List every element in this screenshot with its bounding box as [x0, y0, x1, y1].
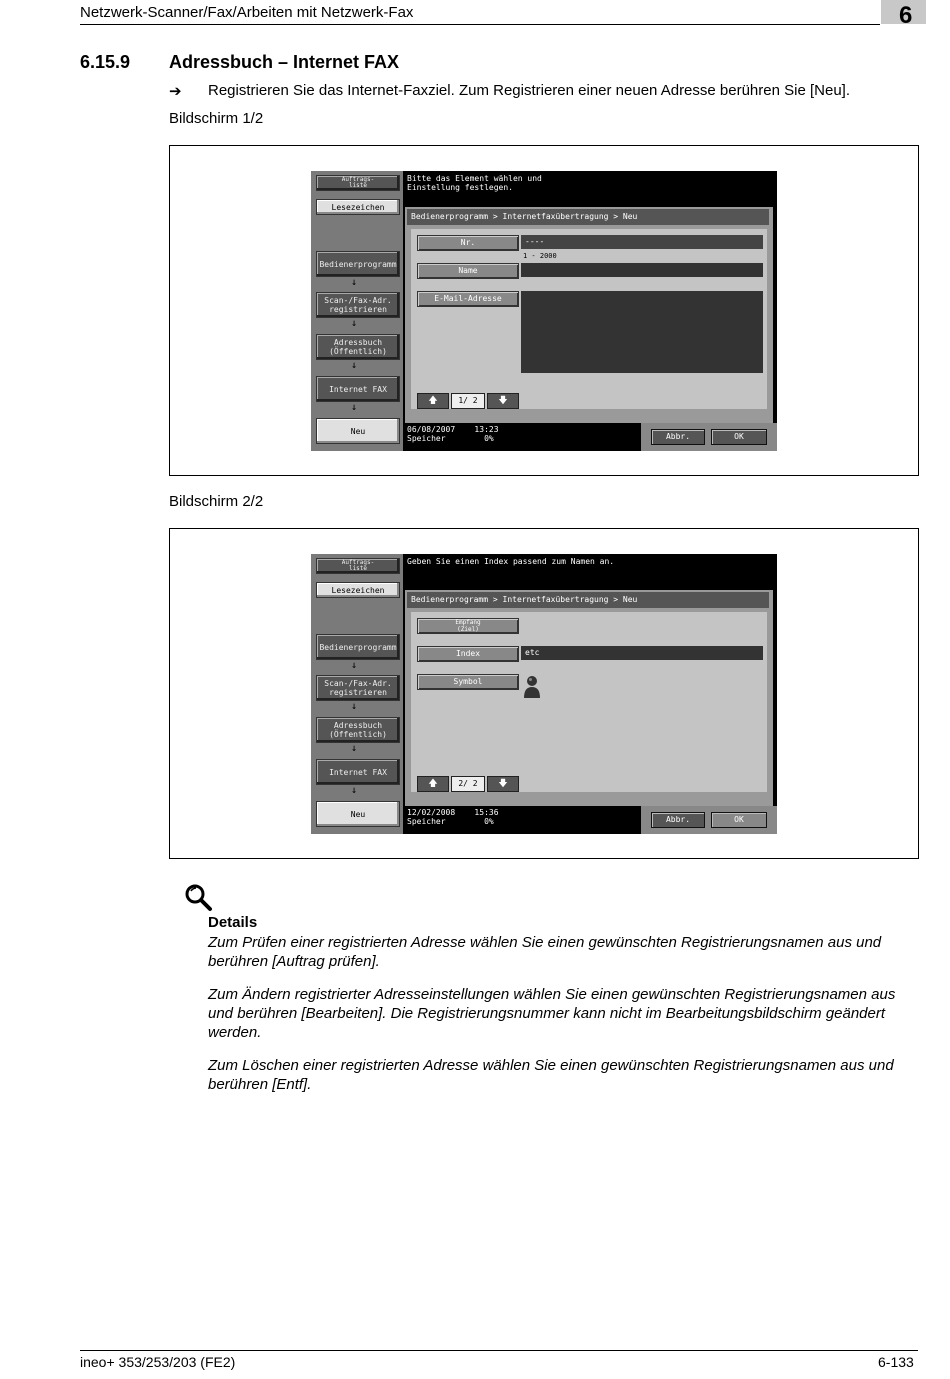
job-list-button[interactable]: Auftrags- liste [316, 558, 400, 574]
destination-button[interactable]: Empfang (Ziel) [417, 618, 519, 634]
down-arrow-icon: ↓ [351, 402, 358, 413]
scan-fax-register-button[interactable]: Scan-/Fax-Adr. registrieren [316, 292, 400, 318]
new-button[interactable]: Neu [316, 418, 400, 444]
page-down-icon[interactable]: 🡇 [487, 776, 519, 792]
page-up-icon[interactable]: 🡅 [417, 776, 449, 792]
form-area [411, 612, 767, 792]
header-rule [80, 24, 880, 25]
footer-model: ineo+ 353/253/203 (FE2) [80, 1354, 236, 1370]
footer-rule [80, 1350, 918, 1351]
screen-message: Bitte das Element wählen und Einstellung festlegen. [407, 174, 542, 192]
name-value [521, 263, 763, 277]
cancel-button[interactable]: Abbr. [651, 429, 705, 445]
details-paragraph-1: Zum Prüfen einer registrierten Adresse wählen Sie einen gewünschten Registrierungsnamen aus und berühren [Auftrag prüfen]. [208, 934, 882, 970]
down-arrow-icon: ↓ [351, 318, 358, 329]
screen2-label: Bildschirm 2/2 [169, 493, 264, 510]
details-paragraph-2: Zum Ändern registrierter Adresseinstellungen wählen Sie einen gewünschten Registrierungsnamen aus und berühren [Bearbeiten]. Die Registrierungsnummer kann nicht im Bearbeitungsbildschirm geändert werden. [208, 986, 896, 1041]
new-button[interactable]: Neu [316, 801, 400, 827]
page-indicator: 1/ 2 [451, 393, 485, 409]
chapter-number: 6 [899, 2, 913, 29]
scan-fax-register-button[interactable]: Scan-/Fax-Adr. registrieren [316, 675, 400, 701]
form-area [411, 229, 767, 409]
step-arrow-icon: ➔ [169, 83, 182, 100]
instruction-text: Registrieren Sie das Internet-Faxziel. Zum Registrieren einer neuen Adresse berühren Sie [Neu]. [208, 82, 850, 99]
job-list-button[interactable]: Auftrags- liste [316, 175, 400, 191]
screen-message: Geben Sie einen Index passend zum Namen an. [407, 557, 615, 566]
breadcrumb: Bedienerprogramm > Internetfaxübertragung > Neu [407, 209, 769, 225]
section-number: 6.15.9 [80, 52, 131, 72]
index-button[interactable]: Index [417, 646, 519, 662]
action-bar [641, 423, 777, 451]
device-screen-2 [311, 554, 777, 834]
running-header: Netzwerk-Scanner/Fax/Arbeiten mit Netzwerk-Fax [80, 4, 414, 21]
device-screen-1 [311, 171, 777, 451]
page-down-icon[interactable]: 🡇 [487, 393, 519, 409]
details-paragraph-3: Zum Löschen einer registrierten Adresse wählen Sie einen gewünschten Registrierungsnamen aus und berühren [Entf]. [208, 1057, 894, 1093]
symbol-button[interactable]: Symbol [417, 674, 519, 690]
details-heading: Details [208, 914, 258, 931]
bookmark-button[interactable]: Lesezeichen [316, 199, 400, 215]
utility-button[interactable]: Bedienerprogramm [316, 634, 400, 660]
magnifier-icon [183, 882, 213, 912]
nr-range-hint: 1 - 2000 [523, 252, 557, 260]
ok-button[interactable]: OK [711, 812, 767, 828]
section-title: Adressbuch – Internet FAX [169, 52, 400, 72]
internet-fax-button[interactable]: Internet FAX [316, 759, 400, 785]
screen1-frame [169, 145, 919, 476]
email-value [521, 291, 763, 373]
screen1-label: Bildschirm 1/2 [169, 110, 264, 127]
index-value: etc [521, 646, 763, 660]
action-bar [641, 806, 777, 834]
internet-fax-button[interactable]: Internet FAX [316, 376, 400, 402]
status-readout: 06/08/2007 13:23 Speicher 0% [407, 425, 499, 443]
screen2-frame [169, 528, 919, 859]
down-arrow-icon: ↓ [351, 743, 358, 754]
status-readout: 12/02/2008 15:36 Speicher 0% [407, 808, 499, 826]
sidebar [311, 554, 403, 834]
nr-button[interactable]: Nr. [417, 235, 519, 251]
bookmark-button[interactable]: Lesezeichen [316, 582, 400, 598]
email-button[interactable]: E-Mail-Adresse [417, 291, 519, 307]
down-arrow-icon: ↓ [351, 360, 358, 371]
down-arrow-icon: ↓ [351, 277, 358, 288]
down-arrow-icon: ↓ [351, 701, 358, 712]
sidebar [311, 171, 403, 451]
down-arrow-icon: ↓ [351, 785, 358, 796]
down-arrow-icon: ↓ [351, 660, 358, 671]
name-button[interactable]: Name [417, 263, 519, 279]
nr-value: ---- [521, 235, 763, 249]
page-indicator: 2/ 2 [451, 776, 485, 792]
page-up-icon[interactable]: 🡅 [417, 393, 449, 409]
page-number: 6-133 [878, 1354, 914, 1370]
addressbook-button[interactable]: Adressbuch (Öffentlich) [316, 717, 400, 743]
person-icon [523, 674, 541, 700]
cancel-button[interactable]: Abbr. [651, 812, 705, 828]
settings-panel [405, 590, 773, 806]
utility-button[interactable]: Bedienerprogramm [316, 251, 400, 277]
ok-button[interactable]: OK [711, 429, 767, 445]
settings-panel [405, 207, 773, 423]
breadcrumb: Bedienerprogramm > Internetfaxübertragung > Neu [407, 592, 769, 608]
addressbook-button[interactable]: Adressbuch (Öffentlich) [316, 334, 400, 360]
